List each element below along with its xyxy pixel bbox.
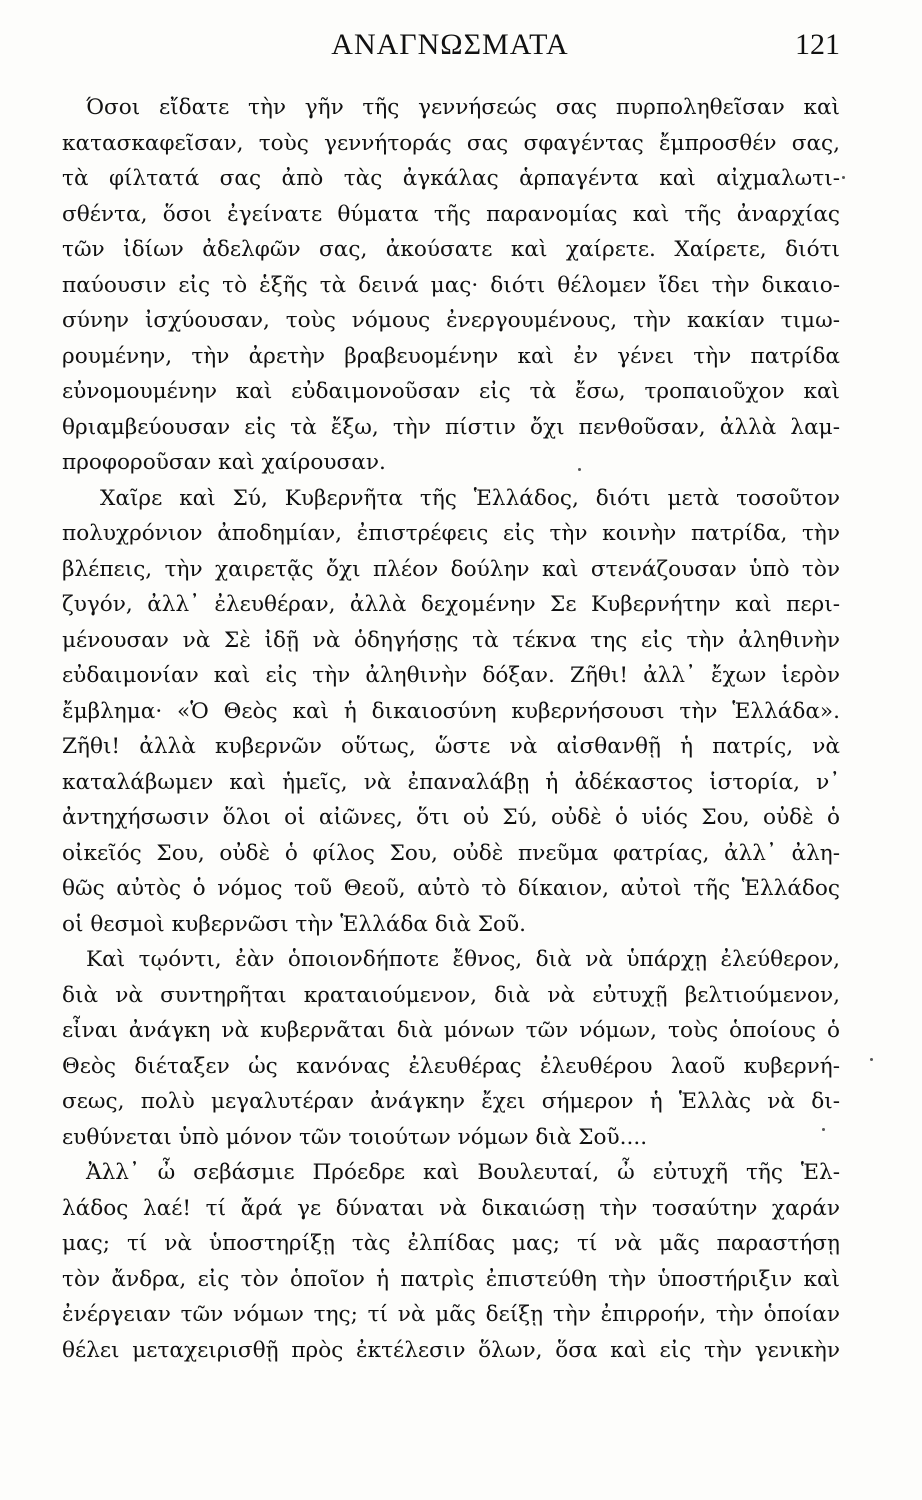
text-line: σθέντα, ὅσοι ἐγείνατε θύματα τῆς παρανομίας καὶ τῆς ἀναρχίας xyxy=(62,201,840,227)
text-line: σύνην ἰσχύουσαν, τοὺς νόμους ἐνεργουμένους, τὴν κακίαν τιμω- xyxy=(62,308,840,333)
text-line: εἶναι ἀνάγκη νὰ κυβερνᾶται διὰ μόνων τῶν νόμων, τοὺς ὁποίους ὁ xyxy=(62,1018,840,1043)
text-line: θέλει μεταχειρισθῇ πρὸς ἐκτέλεσιν ὅλων, ὅσα καὶ εἰς τὴν γενικὴν xyxy=(62,1337,840,1363)
text-line: οἱ θεσμοὶ κυβερνῶσι τὴν Ἑλλάδα διὰ Σοῦ. xyxy=(62,911,527,937)
ink-speck xyxy=(578,468,581,471)
text-line: ζυγόν, ἀλλ᾽ ἐλευθέραν, ἀλλὰ δεχομένην Σε Κυβερνήτην καὶ περι- xyxy=(62,592,840,617)
text-line: σεως, πολὺ μεγαλυτέραν ἀνάγκην ἔχει σήμερον ἡ Ἑλλὰς νὰ δι- xyxy=(62,1089,840,1114)
text-line: θῶς αὐτὸς ὁ νόμος τοῦ Θεοῦ, αὐτὸ τὸ δίκαιον, αὐτοὶ τῆς Ἑλλάδος xyxy=(62,876,840,901)
text-line: βλέπεις, τὴν χαιρετᾷς ὄχι πλέον δούλην καὶ στενάζουσαν ὑπὸ τὸν xyxy=(62,556,840,582)
text-line: Χαῖρε καὶ Σύ, Κυβερνῆτα τῆς Ἑλλάδος, διότι μετὰ τοσοῦτον xyxy=(100,485,840,511)
body-text xyxy=(62,90,840,1368)
text-line: κατασκαφεῖσαν, τοὺς γεννήτοράς σας σφαγέντας ἔμπροσθέν σας, xyxy=(62,130,840,156)
ink-speck xyxy=(870,1058,873,1061)
text-line: μας; τί νὰ ὑποστηρίξῃ τὰς ἐλπίδας μας; τί νὰ μᾶς παραστήσῃ xyxy=(62,1231,840,1256)
text-line: διὰ νὰ συντηρῆται κραταιούμενον, διὰ νὰ εὐτυχῇ βελτιούμενον, xyxy=(62,982,840,1008)
text-line: Ζῆθι! ἀλλὰ κυβερνῶν οὕτως, ὥστε νὰ αἰσθανθῇ ἡ πατρίς, νὰ xyxy=(62,734,840,759)
text-line: τὰ φίλτατά σας ἀπὸ τὰς ἀγκάλας ἁρπαγέντα καὶ αἰχμαλωτι- xyxy=(62,166,840,191)
text-line: ευθύνεται ὑπὸ μόνον τῶν τοιούτων νόμων διὰ Σοῦ.... xyxy=(62,1124,648,1150)
text-line: λάδος λαέ! τί ἄρά γε δύναται νὰ δικαιώσῃ τὴν τοσαύτην χαράν xyxy=(62,1195,840,1221)
text-line: καταλάβωμεν καὶ ἡμεῖς, νὰ ἐπαναλάβῃ ἡ ἀδέκαστος ἱστορία, ν᾽ xyxy=(62,769,840,795)
ink-speck xyxy=(822,1128,825,1131)
text-line: τὸν ἄνδρα, εἰς τὸν ὁποῖον ἡ πατρὶς ἐπιστεύθη τὴν ὑποστήριξιν καὶ xyxy=(62,1266,840,1292)
text-line: ἀντηχήσωσιν ὅλοι οἱ αἰῶνες, ὅτι οὐ Σύ, οὐδὲ ὁ υἱός Σου, οὐδὲ ὁ xyxy=(62,805,840,830)
text-line: Όσοι εἴδατε τὴν γῆν τῆς γεννήσεώς σας πυρποληθεῖσαν καὶ xyxy=(86,95,840,120)
text-line: ἔμβλημα· «Ὁ Θεὸς καὶ ἡ δικαιοσύνη κυβερνήσουσι τὴν Ἑλλάδα». xyxy=(62,698,840,724)
text-line: Καὶ τῳόντι, ἐὰν ὁποιονδήποτε ἔθνος, διὰ νὰ ὑπάρχῃ ἐλεύθερον, xyxy=(86,947,840,972)
running-head xyxy=(60,28,840,68)
page-number: 121 xyxy=(795,28,840,61)
ink-speck xyxy=(842,176,845,179)
text-line: θριαμβεύουσαν εἰς τὰ ἔξω, τὴν πίστιν ὄχι πενθοῦσαν, ἀλλὰ λαμ- xyxy=(62,414,840,440)
text-line: μένουσαν νὰ Σὲ ἰδῇ νὰ ὁδηγήσῃς τὰ τέκνα της εἰς τὴν ἀληθινὴν xyxy=(62,627,840,653)
text-line: εὐνομουμένην καὶ εὐδαιμονοῦσαν εἰς τὰ ἔσω, τροπαιοῦχον καὶ xyxy=(62,379,840,404)
text-line: ἐνέργειαν τῶν νόμων της; τί νὰ μᾶς δείξῃ τὴν ἐπιρροήν, τὴν ὁποίαν xyxy=(62,1302,840,1327)
text-line: προφοροῦσαν καὶ χαίρουσαν. xyxy=(62,450,386,475)
text-line: Ἀλλ᾽ ὦ σεβάσμιε Πρόεδρε καὶ Βουλευταί, ὦ εὐτυχῆ τῆς Ἑλ- xyxy=(86,1160,840,1185)
text-line: παύουσιν εἰς τὸ ἑξῆς τὰ δεινά μας· διότι θέλομεν ἴδει τὴν δικαιο- xyxy=(62,272,840,298)
text-line: εὐδαιμονίαν καὶ εἰς τὴν ἀληθινὴν δόξαν. Ζῆθι! ἀλλ᾽ ἔχων ἱερὸν xyxy=(62,663,840,688)
text-line: ρουμένην, τὴν ἀρετὴν βραβευομένην καὶ ἐν γένει τὴν πατρίδα xyxy=(62,343,840,369)
text-line: πολυχρόνιον ἀποδημίαν, ἐπιστρέφεις εἰς τὴν κοινὴν πατρίδα, τὴν xyxy=(62,521,840,546)
text-line: Θεὸς διέταξεν ὡς κανόνας ἐλευθέρας ἐλευθέρου λαοῦ κυβερνή- xyxy=(62,1053,840,1079)
text-line: τῶν ἰδίων ἀδελφῶν σας, ἀκούσατε καὶ χαίρετε. Χαίρετε, διότι xyxy=(62,237,840,262)
text-line: οἰκεῖός Σου, οὐδὲ ὁ φίλος Σου, οὐδὲ πνεῦμα φατρίας, ἀλλ᾽ ἀλη- xyxy=(62,840,840,866)
running-title: ΑΝΑΓΝΩΣΜΑΤΑ xyxy=(331,28,569,61)
